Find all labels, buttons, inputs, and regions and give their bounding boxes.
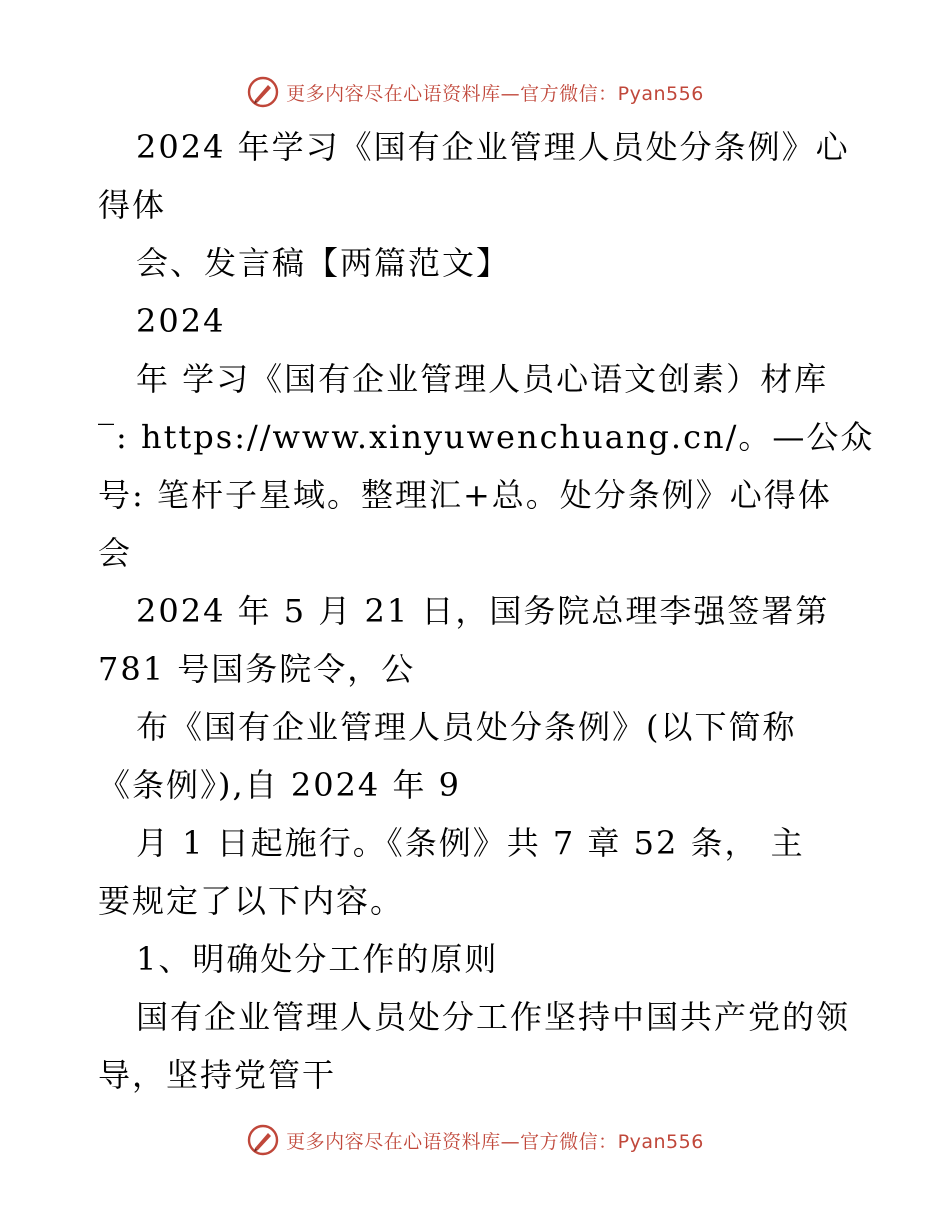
text-line: 年 学习《国有企业管理人员心语文创素）材库 <box>136 360 829 398</box>
banner-title: 更多内容尽在心语资料库 <box>286 1130 501 1153</box>
text-line: 要规定了以下内容。 <box>98 882 405 920</box>
text-line: 2024 年 5 月 21 日，国务院总理李强签署第 <box>136 592 830 630</box>
text-line: 《条例》),自 2024 年 9 <box>98 766 461 804</box>
document-body <box>98 118 875 1104</box>
text-line: 781 号国务院令，公 <box>98 650 416 688</box>
text-line: 得体 <box>98 186 167 224</box>
text-line: 2024 年学习《国有企业管理人员处分条例》心 <box>136 128 850 166</box>
text-line: 2024 <box>136 302 226 340</box>
banner-dash: — <box>500 1130 521 1153</box>
banner-wechat: 官方微信：Pyan556 <box>520 82 704 105</box>
footer-banner <box>0 1118 950 1162</box>
banner-wechat: 官方微信：Pyan556 <box>520 1130 704 1153</box>
pen-logo-icon <box>246 75 280 109</box>
text-line: 会、发言稿【两篇范文】 <box>136 244 511 282</box>
text-line: 布《国有企业管理人员处分条例》(以下简称 <box>136 708 797 746</box>
text-line: 国有企业管理人员处分工作坚持中国共产党的领 <box>136 998 851 1036</box>
section-heading: 1、明确处分工作的原则 <box>136 940 499 978</box>
text-line: 号: 笔杆子星域。整理汇+总。处分条例》心得体 <box>98 476 832 514</box>
text-line: 会 <box>98 534 133 572</box>
banner-title: 更多内容尽在心语资料库 <box>286 82 501 105</box>
text-line: 导，坚持党管干 <box>98 1056 337 1094</box>
banner-dash: — <box>500 82 521 105</box>
text-line-url: ‾: https://www.xinyuwenchuang.cn/。—公众 <box>98 418 875 456</box>
pen-logo-icon <box>246 1123 280 1157</box>
header-banner <box>0 70 950 114</box>
text-line: 月 1 日起施行。《条例》共 7 章 52 条， 主 <box>136 824 805 862</box>
